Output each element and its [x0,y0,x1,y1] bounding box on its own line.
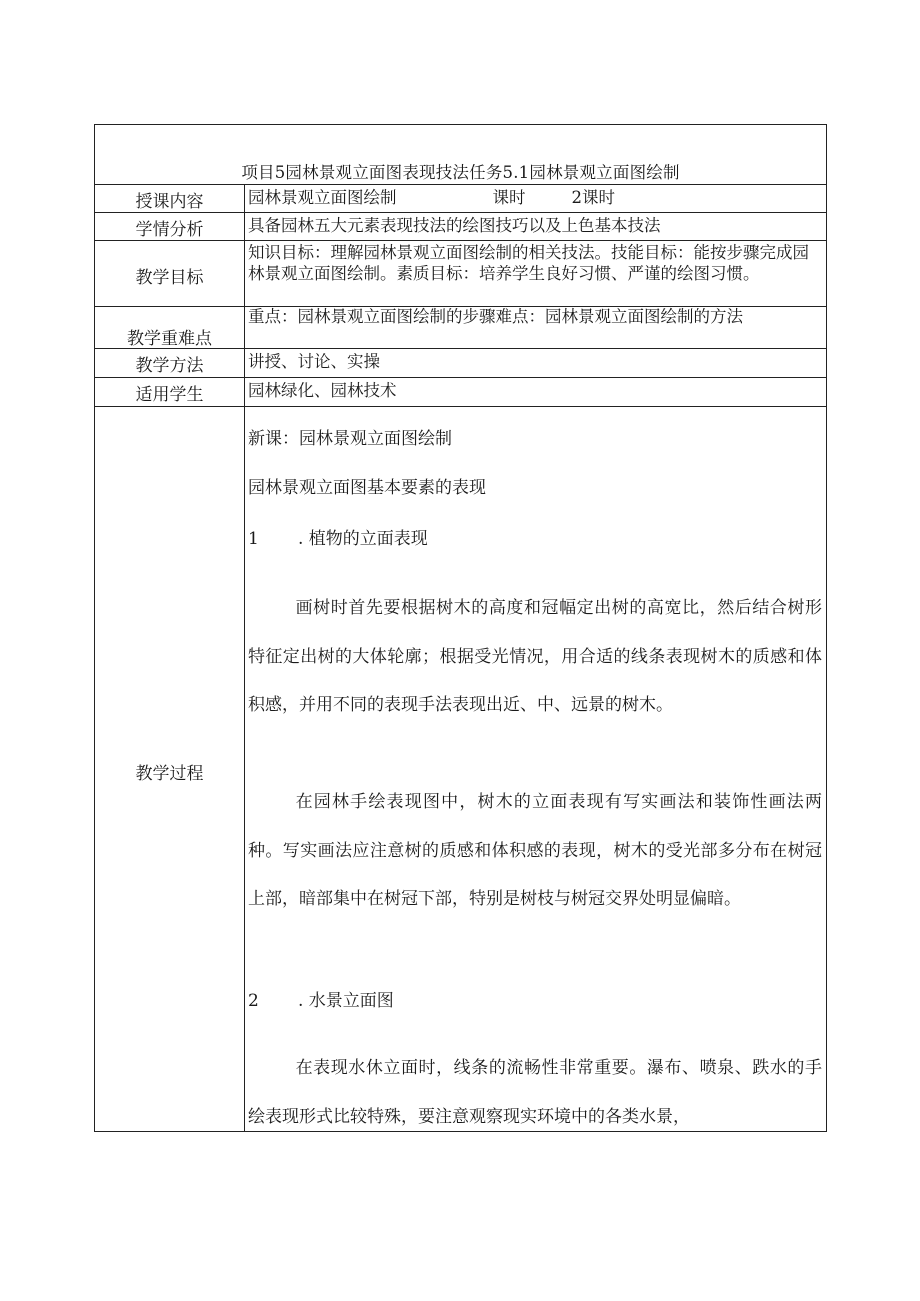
row-value-content [248,187,818,208]
subsection-1-heading [248,524,428,549]
row-label-content: 授课内容 [135,192,204,212]
hours-label: 课时 [492,188,526,207]
subsection-2-heading [248,986,394,1011]
row-label-process: 教学过程 [135,764,204,784]
row-value-analysis: 具备园林五大元素表现技法的绘图技巧以及上色基本技法 [248,216,661,235]
paragraph-tree-styles: 在园林手绘表现图中，树木的立面表现有写实画法和装饰性画法两种。写实画法应注意树的质感和体积感的表现，树木的受光部多分布在树冠上部，暗部集中在树冠下部，特别是树枝与树冠交界处明显偏暗。 [248,792,822,909]
row-divider [95,184,826,185]
subsection-1-number: 1 [248,529,259,549]
row-divider [95,212,826,213]
document-title: 项目5园林景观立面图表现技法任务5.1园林景观立面图绘制 [241,163,680,182]
row-label-goals: 教学目标 [135,268,204,288]
column-divider [244,184,245,1131]
content-value: 园林景观立面图绘制 [248,188,397,207]
lesson-plan-table [94,124,827,1132]
paragraph-water-features: 在表现水休立面时，线条的流畅性非常重要。瀑布、喷泉、跌水的手绘表现形式比较特殊，要注意观察现实环境中的各类水景， [248,1058,822,1127]
section-heading: 园林景观立面图基本要素的表现 [248,478,486,498]
row-value-key: 重点：园林景观立面图绘制的步骤难点：园林景观立面图绘制的方法 [248,307,743,326]
row-label-method: 教学方法 [135,356,204,376]
row-label-analysis: 学情分析 [135,220,204,240]
subsection-2-number: 2 [248,991,259,1011]
row-label-students: 适用学生 [135,385,204,405]
row-divider [95,406,826,407]
row-divider [95,377,826,378]
row-divider [95,240,826,241]
row-value-students: 园林绿化、园林技术 [248,381,397,400]
subsection-2-title: . 水景立面图 [298,991,394,1011]
row-value-method: 讲授、讨论、实操 [248,352,380,371]
hours-value: 2课时 [571,188,615,207]
paragraph-tree-drawing: 画树时首先要根据树木的高度和冠幅定出树的高宽比，然后结合树形特征定出树的大体轮廓；根据受光情况，用合适的线条表现树木的质感和体积感，并用不同的表现手法表现出近、中、远景的树木。 [248,598,822,715]
row-label-key: 教学重难点 [127,329,212,349]
new-lesson-line: 新课：园林景观立面图绘制 [248,429,452,449]
row-value-goals: 知识目标：理解园林景观立面图绘制的相关技法。技能目标：能按步骤完成园林景观立面图绘制。素质目标：培养学生良好习惯、严谨的绘图习惯。 [248,243,809,283]
subsection-1-title: . 植物的立面表现 [298,529,428,549]
